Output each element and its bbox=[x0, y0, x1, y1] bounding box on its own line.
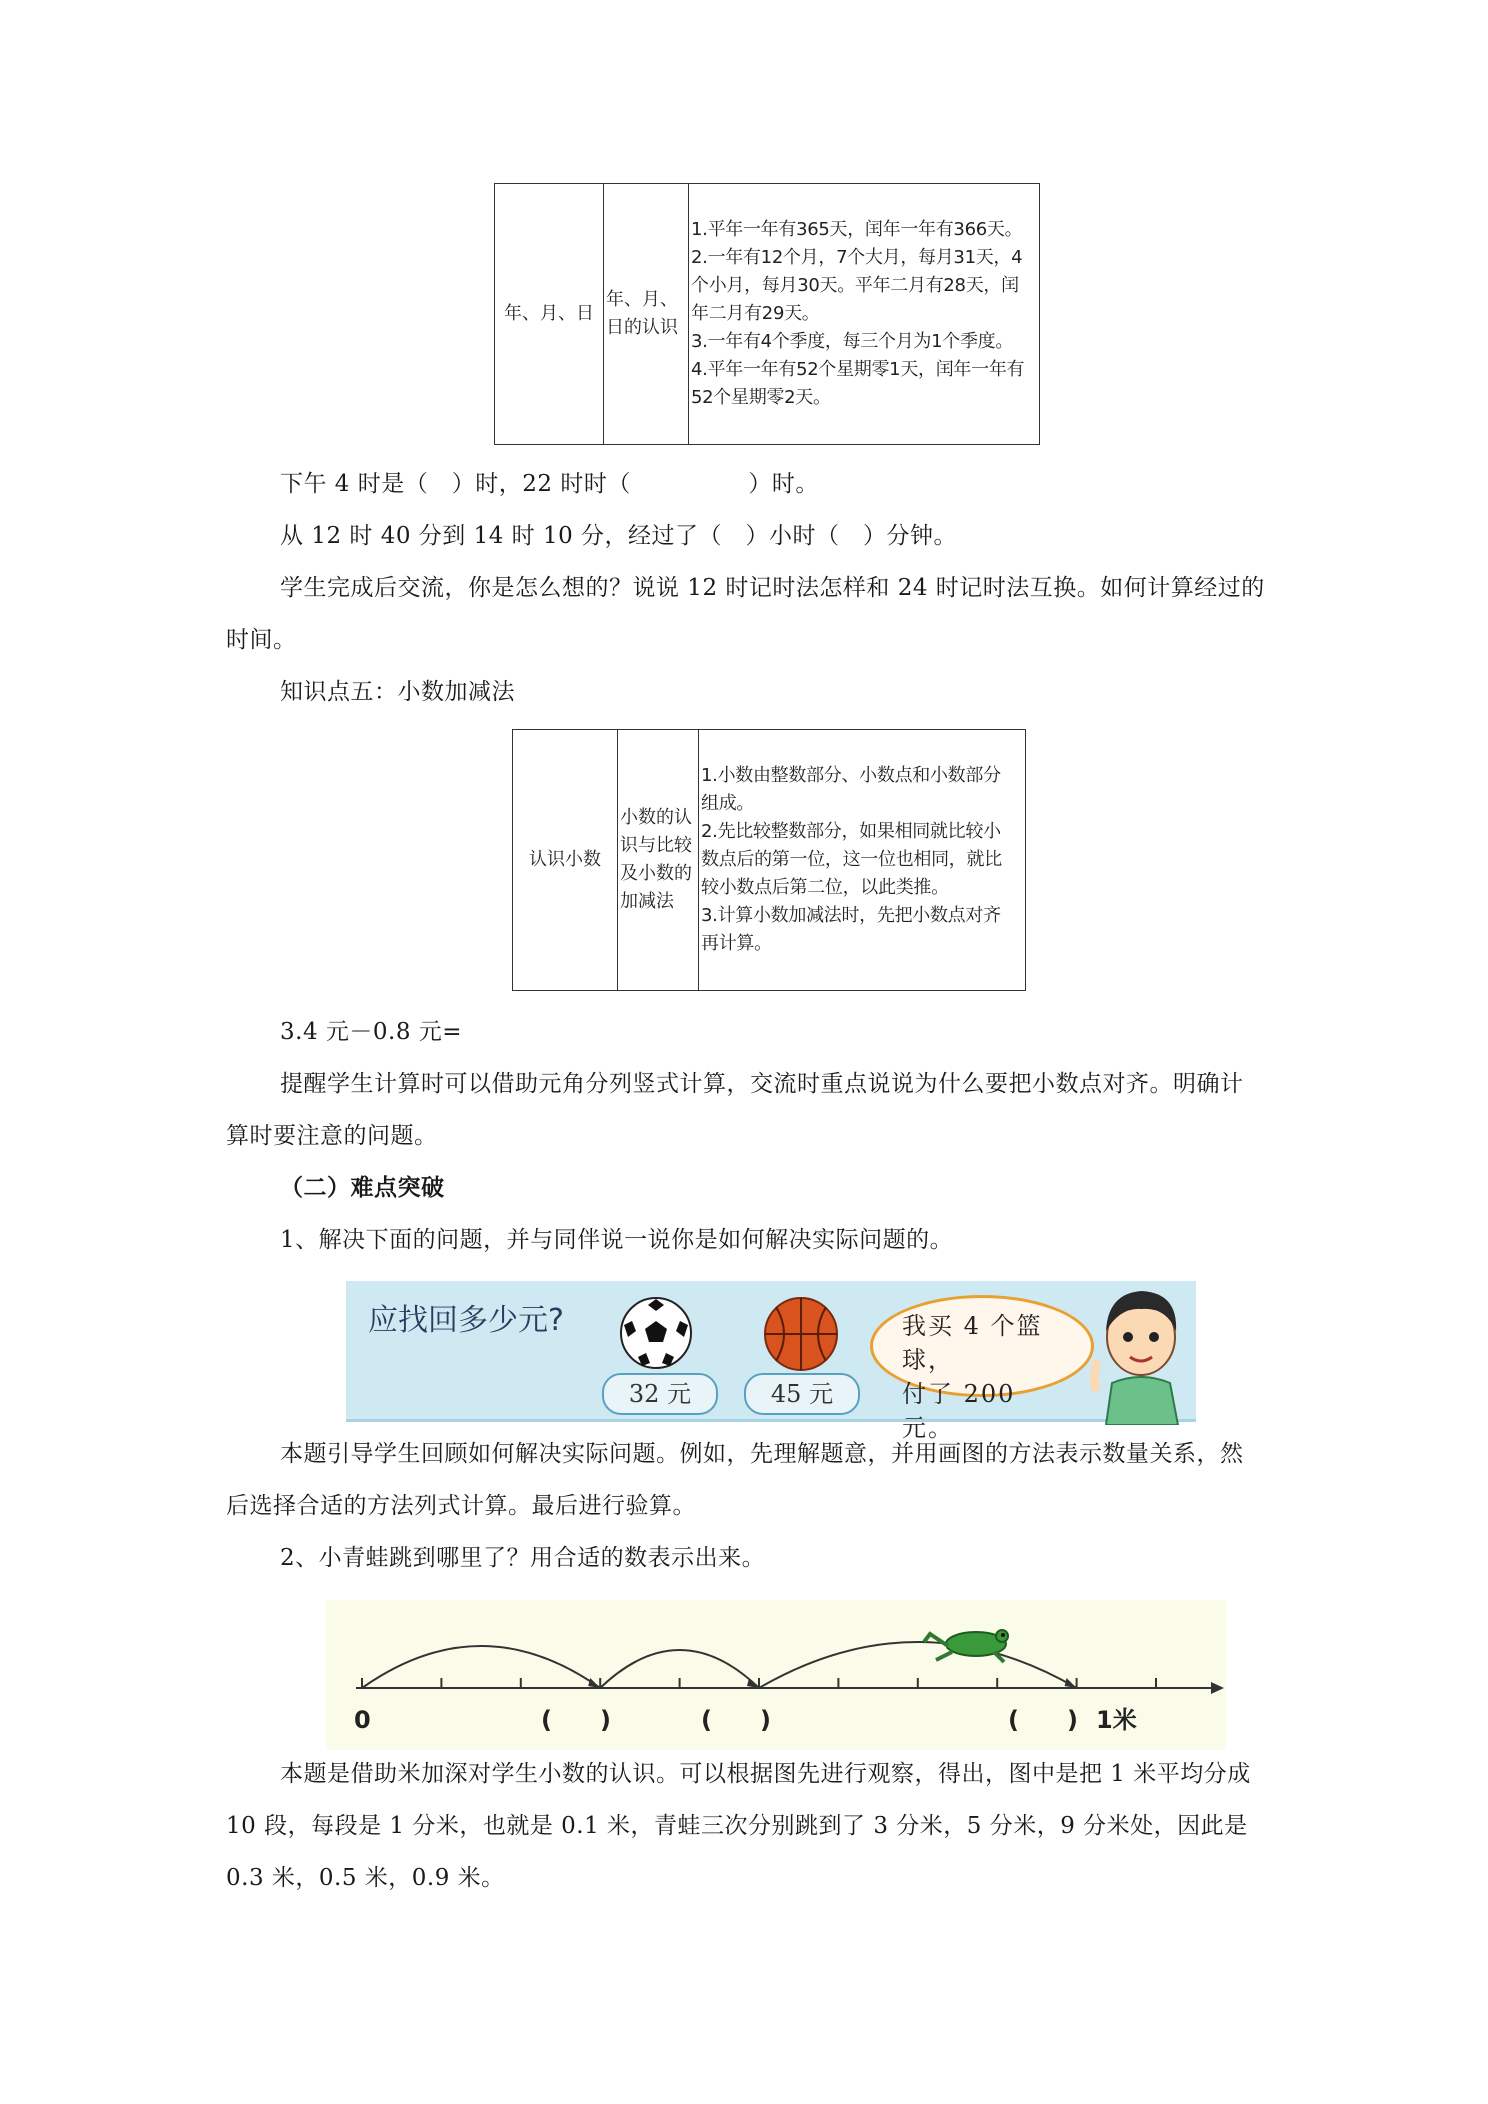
table-cell-category: 年、月、日 bbox=[495, 184, 604, 445]
item-line: 3.一年有4个季度，每三个月为1个季度。 bbox=[691, 331, 1014, 352]
text-block-decimal bbox=[226, 1006, 1266, 1266]
table-cell-topic bbox=[618, 730, 699, 991]
knowledge-table-date bbox=[494, 183, 1040, 445]
question-line: 下午 4 时是（ ）时，22 时时（ ）时。 bbox=[280, 471, 819, 497]
item-line: 2.先比较整数部分，如果相同就比较小 bbox=[701, 821, 1001, 842]
table-cell-topic bbox=[604, 184, 689, 445]
table-cell-category: 认识小数 bbox=[513, 730, 618, 991]
speech-line: 我买 4 个篮球， bbox=[902, 1312, 1043, 1374]
axis-arrow bbox=[1211, 1682, 1224, 1694]
item-line: 2.一年有12个月，7个大月，每月31天，4 bbox=[691, 247, 1023, 268]
item-line: 1.平年一年有365天，闰年一年有366天。 bbox=[691, 219, 1023, 240]
item-line: 4.平年一年有52个星期零1天，闰年一年有 bbox=[691, 359, 1025, 380]
tick-group bbox=[362, 1678, 1156, 1688]
text-block-explain bbox=[226, 1428, 1266, 1584]
frog-number-line-figure bbox=[326, 1600, 1226, 1750]
ball-price-figure bbox=[346, 1275, 1196, 1442]
question-line: 1、解决下面的问题，并与同伴说一说你是如何解决实际问题的。 bbox=[280, 1227, 954, 1253]
paragraph: 学生完成后交流，你是怎么想的？说说 12 时记时法怎样和 24 时记时法互换。如何计算经过的时间。 bbox=[226, 575, 1265, 653]
paragraph: 本题是借助米加深对学生小数的认识。可以根据图先进行观察，得出，图中是把 1 米平均分成 10 段，每段是 1 分米，也就是 0.1 米，青蛙三次分别跳到了 3 分米，5 分米，9 分米处，因此是 0.3 米，0.5 米，0.9 米。 bbox=[226, 1761, 1251, 1891]
question-line: 从 12 时 40 分到 14 时 10 分，经过了（ ）小时（ ）分钟。 bbox=[280, 523, 958, 549]
number-line bbox=[326, 1600, 1226, 1750]
speech-text bbox=[902, 1309, 1072, 1445]
figure-question: 应找回多少元? bbox=[368, 1303, 564, 1338]
answer-blank-2: ( ) bbox=[701, 1706, 771, 1734]
answer-blank-3: ( ) bbox=[1008, 1706, 1078, 1734]
soccer-ball-icon bbox=[618, 1295, 694, 1371]
speech-line: 付了 200 元。 bbox=[902, 1380, 1016, 1442]
item-line: 3.计算小数加减法时，先把小数点对齐 bbox=[701, 905, 1001, 926]
section-title: 知识点五：小数加减法 bbox=[280, 679, 515, 705]
item-line: 1.小数由整数部分、小数点和小数部分 bbox=[701, 765, 1001, 786]
paragraph: 提醒学生计算时可以借助元角分列竖式计算，交流时重点说说为什么要把小数点对齐。明确计算时要注意的问题。 bbox=[226, 1071, 1244, 1149]
topic-line: 加减法 bbox=[620, 891, 674, 912]
paragraph: 本题引导学生回顾如何解决实际问题。例如，先理解题意，并用画图的方法表示数量关系，然后选择合适的方法列式计算。最后进行验算。 bbox=[226, 1441, 1244, 1519]
item-line: 组成。 bbox=[701, 793, 755, 814]
frog-icon bbox=[924, 1630, 1008, 1662]
knowledge-table-decimal bbox=[512, 729, 1026, 991]
basketball-icon bbox=[762, 1295, 840, 1373]
item-line: 较小数点后第二位，以此类推。 bbox=[701, 877, 949, 898]
equation-line: 3.4 元－0.8 元= bbox=[280, 1019, 463, 1045]
item-line: 数点后的第一位，这一位也相同，就比 bbox=[701, 849, 1002, 870]
jump-arrowhead bbox=[588, 1678, 600, 1688]
section-heading: （二）难点突破 bbox=[280, 1175, 445, 1201]
boy-cartoon-icon bbox=[1086, 1275, 1196, 1425]
one-meter-label: 1米 bbox=[1096, 1706, 1137, 1734]
topic-line: 小数的认 bbox=[620, 807, 692, 828]
basketball-price-tag: 45 元 bbox=[744, 1373, 860, 1415]
topic-line: 识与比较 bbox=[620, 835, 692, 856]
item-line: 再计算。 bbox=[701, 933, 772, 954]
topic-line: 及小数的 bbox=[620, 863, 692, 884]
jump-arc bbox=[362, 1646, 600, 1688]
jump-arrowhead bbox=[1065, 1678, 1077, 1688]
table-cell-items bbox=[699, 730, 1026, 991]
zero-label: 0 bbox=[354, 1706, 371, 1734]
text-block-time bbox=[226, 458, 1266, 718]
text-block-frog-explain bbox=[226, 1748, 1266, 1904]
jump-arrowhead bbox=[747, 1678, 759, 1688]
soccer-price-tag: 32 元 bbox=[602, 1373, 718, 1415]
topic-line: 日的认识 bbox=[606, 317, 678, 338]
item-line: 年二月有29天。 bbox=[691, 303, 820, 324]
question-line: 2、小青蛙跳到哪里了？用合适的数表示出来。 bbox=[280, 1545, 766, 1571]
answer-blank-1: ( ) bbox=[541, 1706, 611, 1734]
table-cell-items bbox=[689, 184, 1040, 445]
topic-line: 年、月、 bbox=[606, 289, 678, 310]
item-line: 52个星期零2天。 bbox=[691, 387, 831, 408]
item-line: 个小月，每月30天。平年二月有28天，闰 bbox=[691, 275, 1019, 296]
